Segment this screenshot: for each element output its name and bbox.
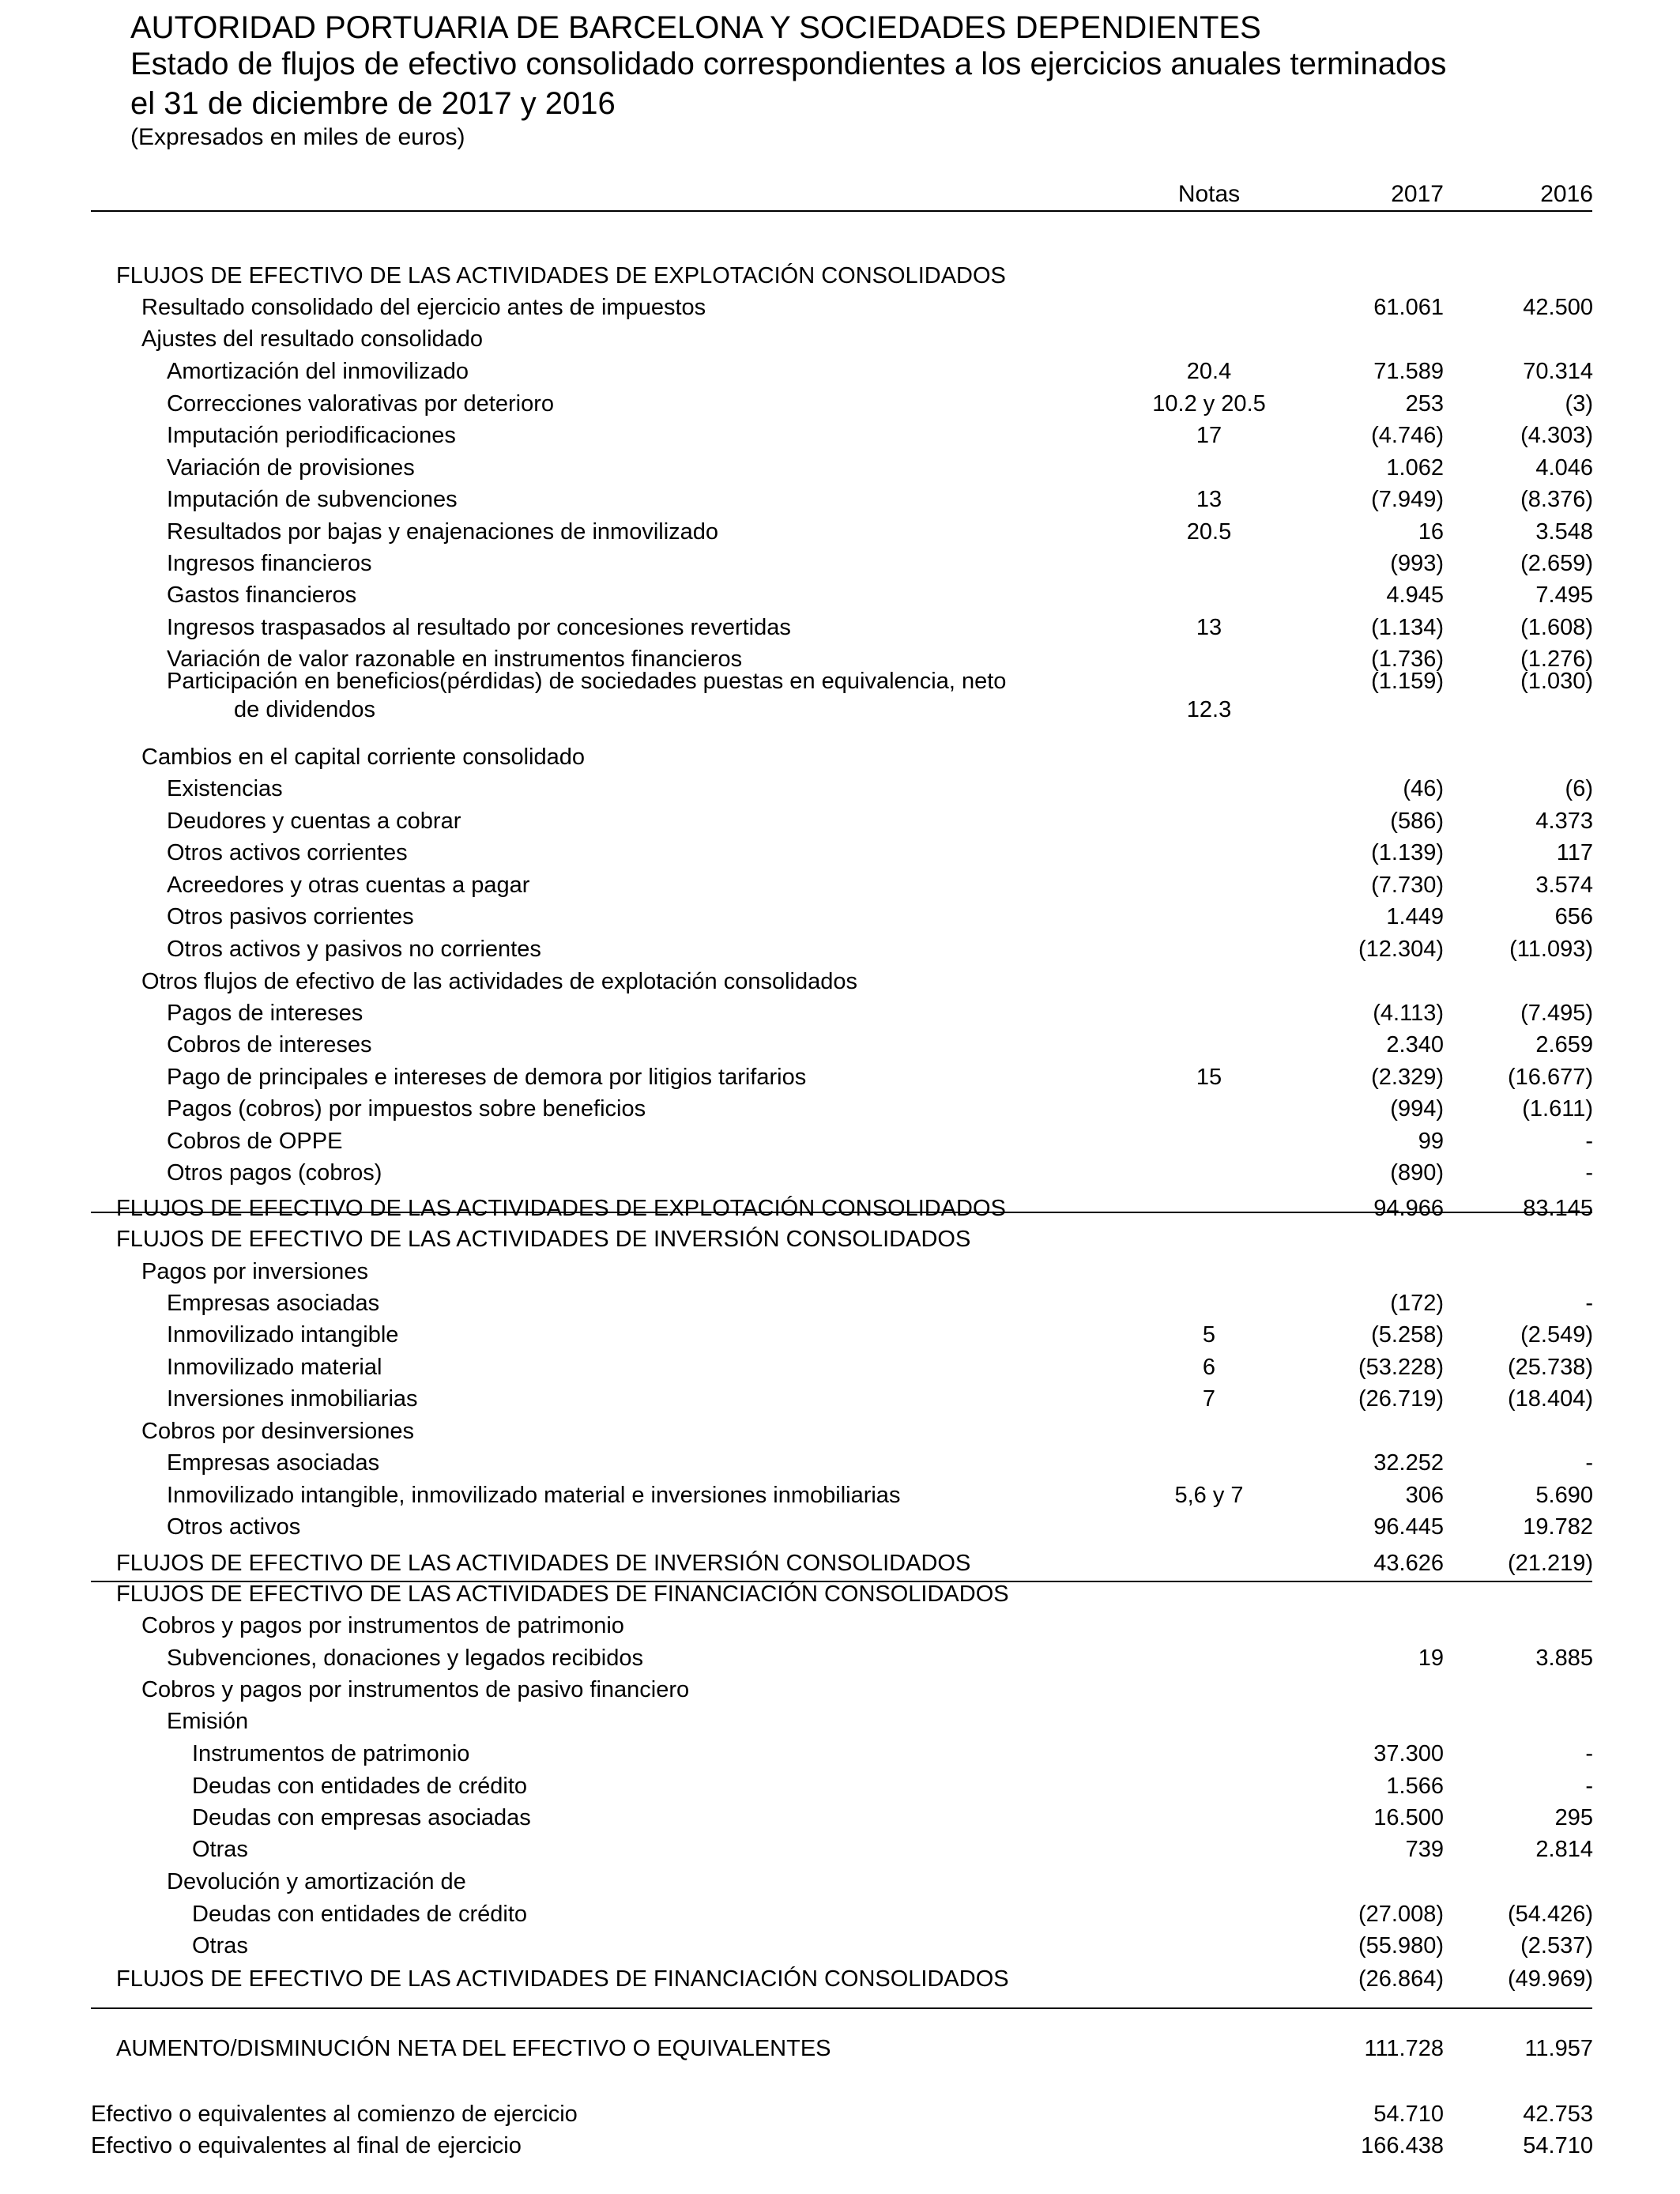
table-row: [0, 1319, 1680, 1351]
row-label: Variación de provisiones: [167, 455, 415, 481]
row-label: Otros activos y pasivos no corrientes: [167, 937, 541, 962]
table-row: [0, 2130, 1680, 2162]
row-value-2017: 16: [1418, 519, 1444, 545]
row-value-2017: (993): [1390, 551, 1444, 576]
row-value-2016: (1.611): [1522, 1096, 1593, 1122]
row-value-2017: 739: [1405, 1837, 1444, 1862]
table-row: [0, 1287, 1680, 1319]
row-label: FLUJOS DE EFECTIVO DE LAS ACTIVIDADES DE FINANCIACIÓN CONSOLIDADOS: [116, 1966, 1009, 1992]
total-rule: [91, 1212, 1592, 1213]
row-value-2016: 7.495: [1535, 582, 1593, 608]
row-value-2016: 117: [1556, 840, 1593, 865]
row-value-2016: (16.677): [1507, 1065, 1593, 1090]
row-label: Otros pasivos corrientes: [167, 904, 414, 929]
table-row: [0, 612, 1680, 643]
table-row: [0, 452, 1680, 484]
table-row: [0, 1125, 1680, 1157]
table-row: [0, 997, 1680, 1029]
row-nota: 10.2 y 20.5: [1152, 391, 1266, 417]
table-row: [0, 1930, 1680, 1962]
row-value-2017: (26.719): [1358, 1386, 1444, 1412]
row-value-2016: 4.373: [1535, 809, 1593, 834]
table-row: [0, 1093, 1680, 1125]
row-value-2017: 94.966: [1373, 1196, 1444, 1221]
row-value-2017: (4.746): [1371, 423, 1444, 448]
column-header-notas: Notas: [1177, 181, 1241, 207]
section-heading-row: [0, 1223, 1680, 1255]
table-row: [0, 1642, 1680, 1674]
table-row: [0, 1770, 1680, 1802]
table-row: [0, 1061, 1680, 1093]
row-value-2016: -: [1585, 1741, 1593, 1766]
row-value-2017: 32.252: [1373, 1450, 1444, 1476]
row-value-2017: 37.300: [1373, 1741, 1444, 1766]
row-value-2016: -: [1585, 1774, 1593, 1799]
row-label: Deudores y cuentas a cobrar: [167, 809, 461, 834]
table-row: [0, 669, 1680, 722]
total-row: [0, 1963, 1680, 1995]
column-header-2017: 2017: [1391, 181, 1444, 207]
table-row: [0, 516, 1680, 548]
row-label: Gastos financieros: [167, 582, 357, 608]
row-value-2016: 2.659: [1535, 1032, 1593, 1057]
row-value-2016: (49.969): [1507, 1966, 1593, 1992]
row-value-2017: 166.438: [1361, 2133, 1444, 2158]
table-row: [0, 1738, 1680, 1770]
row-value-2016: 42.753: [1523, 2102, 1593, 2127]
row-nota: 17: [1196, 423, 1222, 448]
row-value-2017: 306: [1405, 1483, 1444, 1508]
row-value-2017: (2.329): [1371, 1065, 1444, 1090]
row-value-2016: (18.404): [1507, 1386, 1593, 1412]
row-value-2016: 11.957: [1524, 2036, 1593, 2061]
table-row: [0, 420, 1680, 451]
row-value-2016: 2.814: [1535, 1837, 1593, 1862]
row-label: Pagos por inversiones: [141, 1259, 368, 1284]
section-heading-row: [0, 260, 1680, 292]
row-nota: 20.5: [1186, 519, 1232, 545]
row-value-2016: (21.219): [1507, 1551, 1593, 1576]
row-label: Deudas con entidades de crédito: [192, 1902, 528, 1927]
row-value-2016: (11.093): [1509, 937, 1593, 962]
row-label: Deudas con entidades de crédito: [192, 1774, 528, 1799]
row-value-2017: (1.736): [1371, 647, 1444, 672]
row-value-2016: 656: [1554, 904, 1593, 929]
report-entity-title: AUTORIDAD PORTUARIA DE BARCELONA Y SOCIEDADES DEPENDIENTES: [130, 10, 1261, 45]
column-header-2016: 2016: [1540, 181, 1593, 207]
row-value-2016: 3.548: [1535, 519, 1593, 545]
row-label: Otras: [192, 1933, 248, 1958]
row-label: Otros activos corrientes: [167, 840, 408, 865]
row-label: FLUJOS DE EFECTIVO DE LAS ACTIVIDADES DE FINANCIACIÓN CONSOLIDADOS: [116, 1581, 1009, 1607]
row-label: Instrumentos de patrimonio: [192, 1741, 470, 1766]
row-nota: 5,6 y 7: [1174, 1483, 1244, 1508]
row-label: Ingresos financieros: [167, 551, 372, 576]
row-value-2016: 4.046: [1535, 455, 1593, 481]
row-nota: 12.3: [1186, 697, 1232, 722]
row-value-2016: (2.659): [1520, 551, 1593, 576]
row-value-2016: -: [1585, 1129, 1593, 1154]
table-row: [0, 1802, 1680, 1834]
section-heading-row: [0, 966, 1680, 997]
table-row: [0, 484, 1680, 515]
row-value-2016: 3.885: [1535, 1646, 1593, 1671]
row-value-2016: (7.495): [1520, 1001, 1593, 1026]
row-label: Amortización del inmovilizado: [167, 359, 469, 384]
row-value-2017: (4.113): [1373, 1001, 1444, 1026]
table-row: [0, 773, 1680, 805]
row-value-2017: 54.710: [1373, 2102, 1444, 2127]
row-label: Imputación de subvenciones: [167, 487, 458, 512]
row-value-2017: (586): [1390, 809, 1444, 834]
total-rule: [91, 2007, 1592, 2009]
row-label: Emisión: [167, 1709, 249, 1734]
row-nota: 20.4: [1186, 359, 1232, 384]
row-label: Ajustes del resultado consolidado: [141, 326, 484, 352]
row-value-2017: (994): [1390, 1096, 1444, 1122]
row-value-2017: 96.445: [1373, 1514, 1444, 1540]
row-label: Pagos (cobros) por impuestos sobre beneficios: [167, 1096, 646, 1122]
row-value-2017: (55.980): [1358, 1933, 1444, 1958]
row-label: Otras: [192, 1837, 248, 1862]
row-label: Cobros de intereses: [167, 1032, 372, 1057]
row-label: Subvenciones, donaciones y legados recibidos: [167, 1646, 643, 1671]
row-label: Participación en beneficios(pérdidas) de sociedades puestas en equivalencia, neto: [167, 669, 1007, 694]
table-row: [0, 548, 1680, 579]
row-label: Cobros y pagos por instrumentos de pasivo financiero: [141, 1677, 690, 1702]
row-label: Otros pagos (cobros): [167, 1160, 382, 1186]
table-row: [0, 933, 1680, 965]
row-nota: 5: [1202, 1322, 1216, 1348]
row-value-2016: (4.303): [1520, 423, 1593, 448]
row-label: Resultados por bajas y enajenaciones de inmovilizado: [167, 519, 719, 545]
row-value-2016: 42.500: [1523, 295, 1593, 320]
row-value-2016: 3.574: [1535, 873, 1593, 898]
row-value-2017: (46): [1403, 776, 1444, 801]
row-label: Devolución y amortización de: [167, 1869, 466, 1894]
row-nota: 7: [1202, 1386, 1216, 1412]
table-row: [0, 388, 1680, 420]
row-label: Variación de valor razonable en instrumentos financieros: [167, 647, 743, 672]
row-label: FLUJOS DE EFECTIVO DE LAS ACTIVIDADES DE INVERSIÓN CONSOLIDADOS: [116, 1551, 971, 1576]
row-value-2017: (27.008): [1358, 1902, 1444, 1927]
row-label: Imputación periodificaciones: [167, 423, 456, 448]
row-value-2017: (7.730): [1371, 873, 1444, 898]
row-value-2017: 1.566: [1386, 1774, 1444, 1799]
row-value-2016: (25.738): [1507, 1355, 1593, 1380]
table-row: [0, 2033, 1680, 2064]
row-label: Existencias: [167, 776, 283, 801]
row-label: Cobros y pagos por instrumentos de patrimonio: [141, 1613, 624, 1638]
statement-title-line-2: el 31 de diciembre de 2017 y 2016: [130, 86, 616, 121]
row-value-2017: 19: [1418, 1646, 1444, 1671]
row-value-2016: 54.710: [1523, 2133, 1593, 2158]
row-value-2017: (1.134): [1371, 615, 1444, 640]
table-row: [0, 1447, 1680, 1479]
table-row: [0, 1383, 1680, 1415]
row-label: Efectivo o equivalentes al comienzo de ejercicio: [91, 2102, 578, 2127]
row-value-2016: (2.537): [1520, 1933, 1593, 1958]
row-label: Inmovilizado intangible: [167, 1322, 399, 1348]
row-value-2016: (3): [1565, 391, 1593, 417]
row-value-2017: (890): [1390, 1160, 1444, 1186]
row-value-2016: (6): [1565, 776, 1593, 801]
row-label: FLUJOS DE EFECTIVO DE LAS ACTIVIDADES DE INVERSIÓN CONSOLIDADOS: [116, 1227, 971, 1252]
row-label: Pagos de intereses: [167, 1001, 363, 1026]
row-label: Cobros de OPPE: [167, 1129, 343, 1154]
row-label: FLUJOS DE EFECTIVO DE LAS ACTIVIDADES DE EXPLOTACIÓN CONSOLIDADOS: [116, 263, 1006, 288]
row-nota: 13: [1196, 487, 1222, 512]
row-label: Ingresos traspasados al resultado por concesiones revertidas: [167, 615, 791, 640]
row-value-2017: 253: [1405, 391, 1444, 417]
row-value-2016: 5.690: [1535, 1483, 1593, 1508]
row-label: Inmovilizado material: [167, 1355, 382, 1380]
row-label: Empresas asociadas: [167, 1291, 380, 1316]
table-row: [0, 805, 1680, 837]
table-row: [0, 2098, 1680, 2130]
row-label: Inmovilizado intangible, inmovilizado material e inversiones inmobiliarias: [167, 1483, 901, 1508]
row-value-2016: (2.549): [1520, 1322, 1593, 1348]
row-label: Resultado consolidado del ejercicio antes de impuestos: [141, 295, 706, 320]
row-label: Otros activos: [167, 1514, 301, 1540]
row-label: Inversiones inmobiliarias: [167, 1386, 418, 1412]
row-value-2017: 99: [1418, 1129, 1444, 1154]
row-value-2016: 83.145: [1523, 1196, 1593, 1221]
row-label: Deudas con empresas asociadas: [192, 1805, 531, 1830]
row-value-2017: (7.949): [1371, 487, 1444, 512]
row-value-2016: (1.608): [1520, 615, 1593, 640]
table-row: [0, 1834, 1680, 1865]
row-value-2017: 1.062: [1386, 455, 1444, 481]
row-value-2016: 19.782: [1523, 1514, 1593, 1540]
row-label: Pago de principales e intereses de demora por litigios tarifarios: [167, 1065, 807, 1090]
section-heading-row: [0, 1578, 1680, 1610]
section-heading-row: [0, 1706, 1680, 1737]
row-label: Empresas asociadas: [167, 1450, 380, 1476]
row-label: FLUJOS DE EFECTIVO DE LAS ACTIVIDADES DE EXPLOTACIÓN CONSOLIDADOS: [116, 1196, 1006, 1221]
row-value-2016: (1.276): [1520, 647, 1593, 672]
row-value-2017: 1.449: [1386, 904, 1444, 929]
row-value-2017: 71.589: [1373, 359, 1444, 384]
row-label: AUMENTO/DISMINUCIÓN NETA DEL EFECTIVO O EQUIVALENTES: [116, 2036, 831, 2061]
row-label: Otros flujos de efectivo de las actividades de explotación consolidados: [141, 969, 857, 994]
table-row: [0, 1029, 1680, 1061]
table-row: [0, 579, 1680, 611]
row-value-2016: 70.314: [1523, 359, 1593, 384]
row-value-2017: (1.159): [1371, 669, 1444, 694]
row-value-2017: 111.728: [1364, 2036, 1444, 2061]
row-value-2017: 2.340: [1386, 1032, 1444, 1057]
row-nota: 6: [1202, 1355, 1216, 1380]
section-heading-row: [0, 1416, 1680, 1447]
row-value-2016: -: [1585, 1160, 1593, 1186]
table-row: [0, 1351, 1680, 1383]
table-row: [0, 1511, 1680, 1543]
section-heading-row: [0, 323, 1680, 355]
row-value-2016: (1.030): [1520, 669, 1593, 694]
statement-title-line-1: Estado de flujos de efectivo consolidado correspondientes a los ejercicios anuales terminados: [130, 47, 1447, 81]
row-label: Cobros por desinversiones: [141, 1419, 414, 1444]
section-heading-row: [0, 1610, 1680, 1642]
row-value-2017: 16.500: [1373, 1805, 1444, 1830]
table-row: [0, 1157, 1680, 1189]
row-label: Correcciones valorativas por deterioro: [167, 391, 554, 417]
row-value-2017: (12.304): [1358, 937, 1444, 962]
row-value-2017: (26.864): [1358, 1966, 1444, 1992]
row-nota: 13: [1196, 615, 1222, 640]
section-heading-row: [0, 1674, 1680, 1706]
row-value-2016: 295: [1554, 1805, 1593, 1830]
row-label-continuation: de dividendos: [234, 697, 375, 722]
row-value-2017: (1.139): [1371, 840, 1444, 865]
table-row: [0, 869, 1680, 901]
row-value-2017: 61.061: [1373, 295, 1444, 320]
table-row: [0, 1480, 1680, 1511]
row-value-2016: (54.426): [1507, 1902, 1593, 1927]
section-heading-row: [0, 1256, 1680, 1287]
row-label: Acreedores y otras cuentas a pagar: [167, 873, 530, 898]
section-heading-row: [0, 1866, 1680, 1898]
row-nota: 15: [1196, 1065, 1222, 1090]
row-value-2017: 4.945: [1386, 582, 1444, 608]
units-note: (Expresados en miles de euros): [130, 124, 465, 150]
row-label: Efectivo o equivalentes al final de ejercicio: [91, 2133, 522, 2158]
row-label: Cambios en el capital corriente consolidado: [141, 745, 585, 770]
section-heading-row: [0, 741, 1680, 773]
row-value-2017: (5.258): [1371, 1322, 1444, 1348]
row-value-2016: (8.376): [1520, 487, 1593, 512]
row-value-2016: -: [1585, 1291, 1593, 1316]
total-row: [0, 1547, 1680, 1579]
row-value-2017: 43.626: [1373, 1551, 1444, 1576]
table-row: [0, 292, 1680, 323]
table-row: [0, 837, 1680, 869]
total-row: [0, 1193, 1680, 1224]
row-value-2017: (53.228): [1358, 1355, 1444, 1380]
table-row: [0, 356, 1680, 387]
row-value-2016: -: [1585, 1450, 1593, 1476]
row-value-2017: (172): [1390, 1291, 1444, 1316]
table-row: [0, 901, 1680, 933]
table-row: [0, 1898, 1680, 1930]
